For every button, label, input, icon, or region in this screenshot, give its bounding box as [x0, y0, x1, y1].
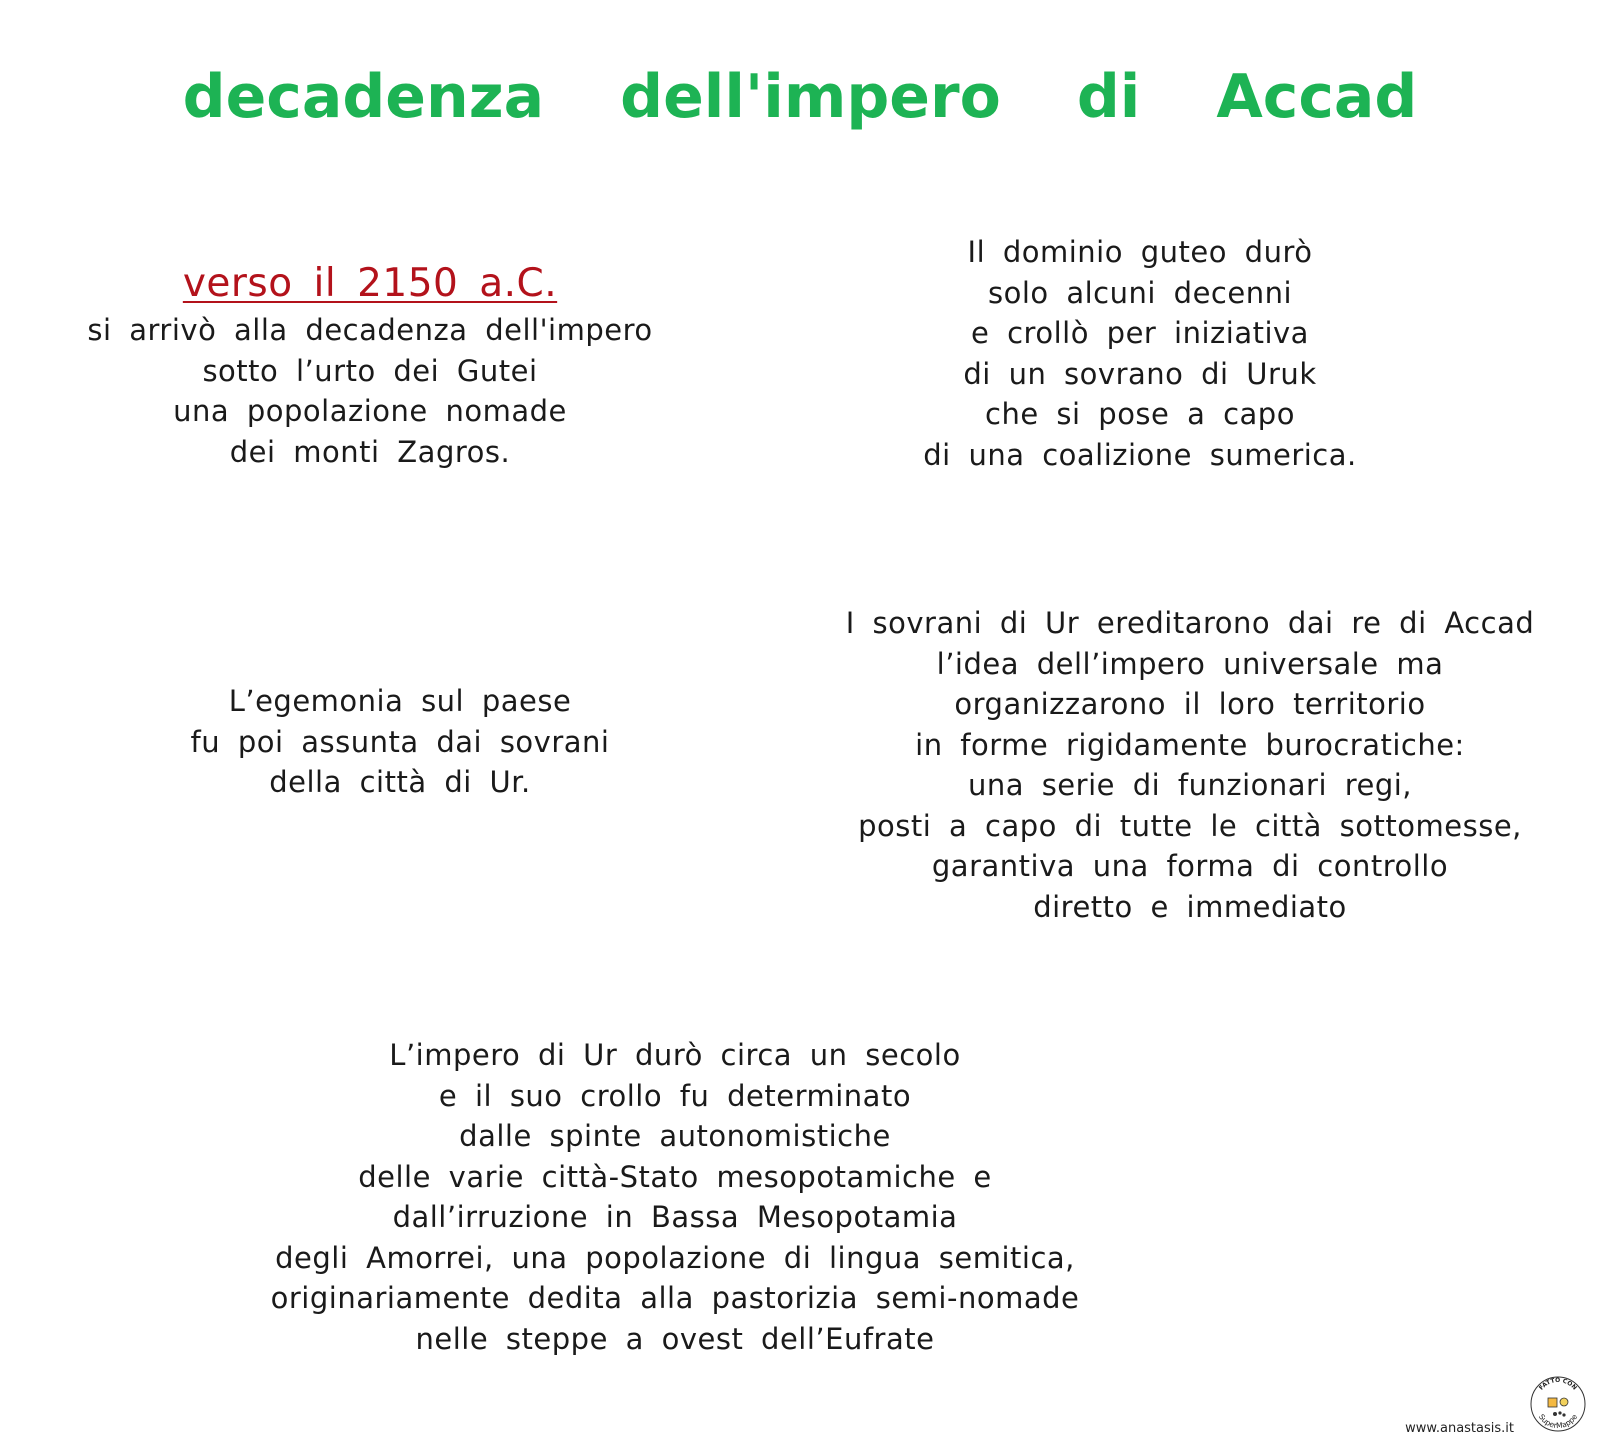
text-line: solo alcuni decenni — [987, 275, 1293, 310]
text-line: della città di Ur. — [269, 765, 531, 799]
text-line: I sovrani di Ur ereditarono dai re di Accad — [845, 606, 1535, 640]
date-heading: verso il 2150 a.C. — [182, 261, 558, 306]
page-title — [0, 62, 1600, 132]
text-line: diretto e immediato — [1033, 889, 1347, 924]
text-line: si arrivò alla decadenza dell'impero — [87, 313, 653, 347]
text-block-sovrani-ur — [790, 603, 1590, 927]
logo-text-top: FATTO CON — [1537, 1376, 1579, 1392]
text-line: una popolazione nomade — [173, 394, 567, 428]
text-line: posti a capo di tutte le città sottomesse, — [858, 808, 1522, 843]
title-word: Accad — [1216, 62, 1418, 132]
text-line: di una coalizione sumerica. — [923, 437, 1357, 472]
text-line: Il dominio guteo durò — [967, 235, 1313, 269]
text-line: dei monti Zagros. — [229, 434, 511, 469]
logo-text-bottom: SuperMappe — [1536, 1412, 1580, 1431]
text-line: che si pose a capo — [985, 397, 1295, 431]
text-block-gutei — [40, 258, 700, 472]
text-line: organizzarono il loro territorio — [954, 687, 1426, 721]
text-line: L’egemonia sul paese — [228, 684, 572, 718]
text-line: e crollò per iniziativa — [971, 316, 1309, 350]
text-line: delle varie città-Stato mesopotamiche e — [358, 1159, 992, 1194]
text-line: e il suo crollo fu determinato — [438, 1078, 912, 1113]
text-block-egemonia — [80, 681, 720, 803]
title-word: decadenza — [182, 62, 545, 132]
text-line: una serie di funzionari regi, — [967, 768, 1413, 802]
text-line: dall’irruzione in Bassa Mesopotamia — [392, 1200, 958, 1234]
title-word: di — [1076, 62, 1141, 132]
text-line: degli Amorrei, una popolazione di lingua semitica, — [275, 1240, 1075, 1275]
text-block-dominio-guteo — [820, 232, 1460, 475]
text-line: nelle steppe a ovest dell’Eufrate — [415, 1321, 935, 1356]
text-line: originariamente dedita alla pastorizia semi-nomade — [270, 1281, 1080, 1315]
title-word: dell'impero — [620, 62, 1001, 132]
text-line: di un sovrano di Uruk — [963, 356, 1317, 391]
supermappe-logo-icon — [1528, 1374, 1588, 1434]
text-line: L’impero di Ur durò circa un secolo — [389, 1038, 961, 1072]
text-line: garantiva una forma di controllo — [931, 849, 1449, 883]
text-line: fu poi assunta dai sovrani — [190, 724, 610, 759]
website-footer: www.anastasis.it — [1405, 1421, 1514, 1436]
text-line: in forme rigidamente burocratiche: — [915, 727, 1465, 762]
text-block-impero-ur — [200, 1035, 1150, 1359]
text-line: l’idea dell’impero universale ma — [936, 646, 1444, 681]
text-line: sotto l’urto dei Gutei — [202, 353, 538, 388]
text-line: dalle spinte autonomistiche — [459, 1119, 891, 1153]
